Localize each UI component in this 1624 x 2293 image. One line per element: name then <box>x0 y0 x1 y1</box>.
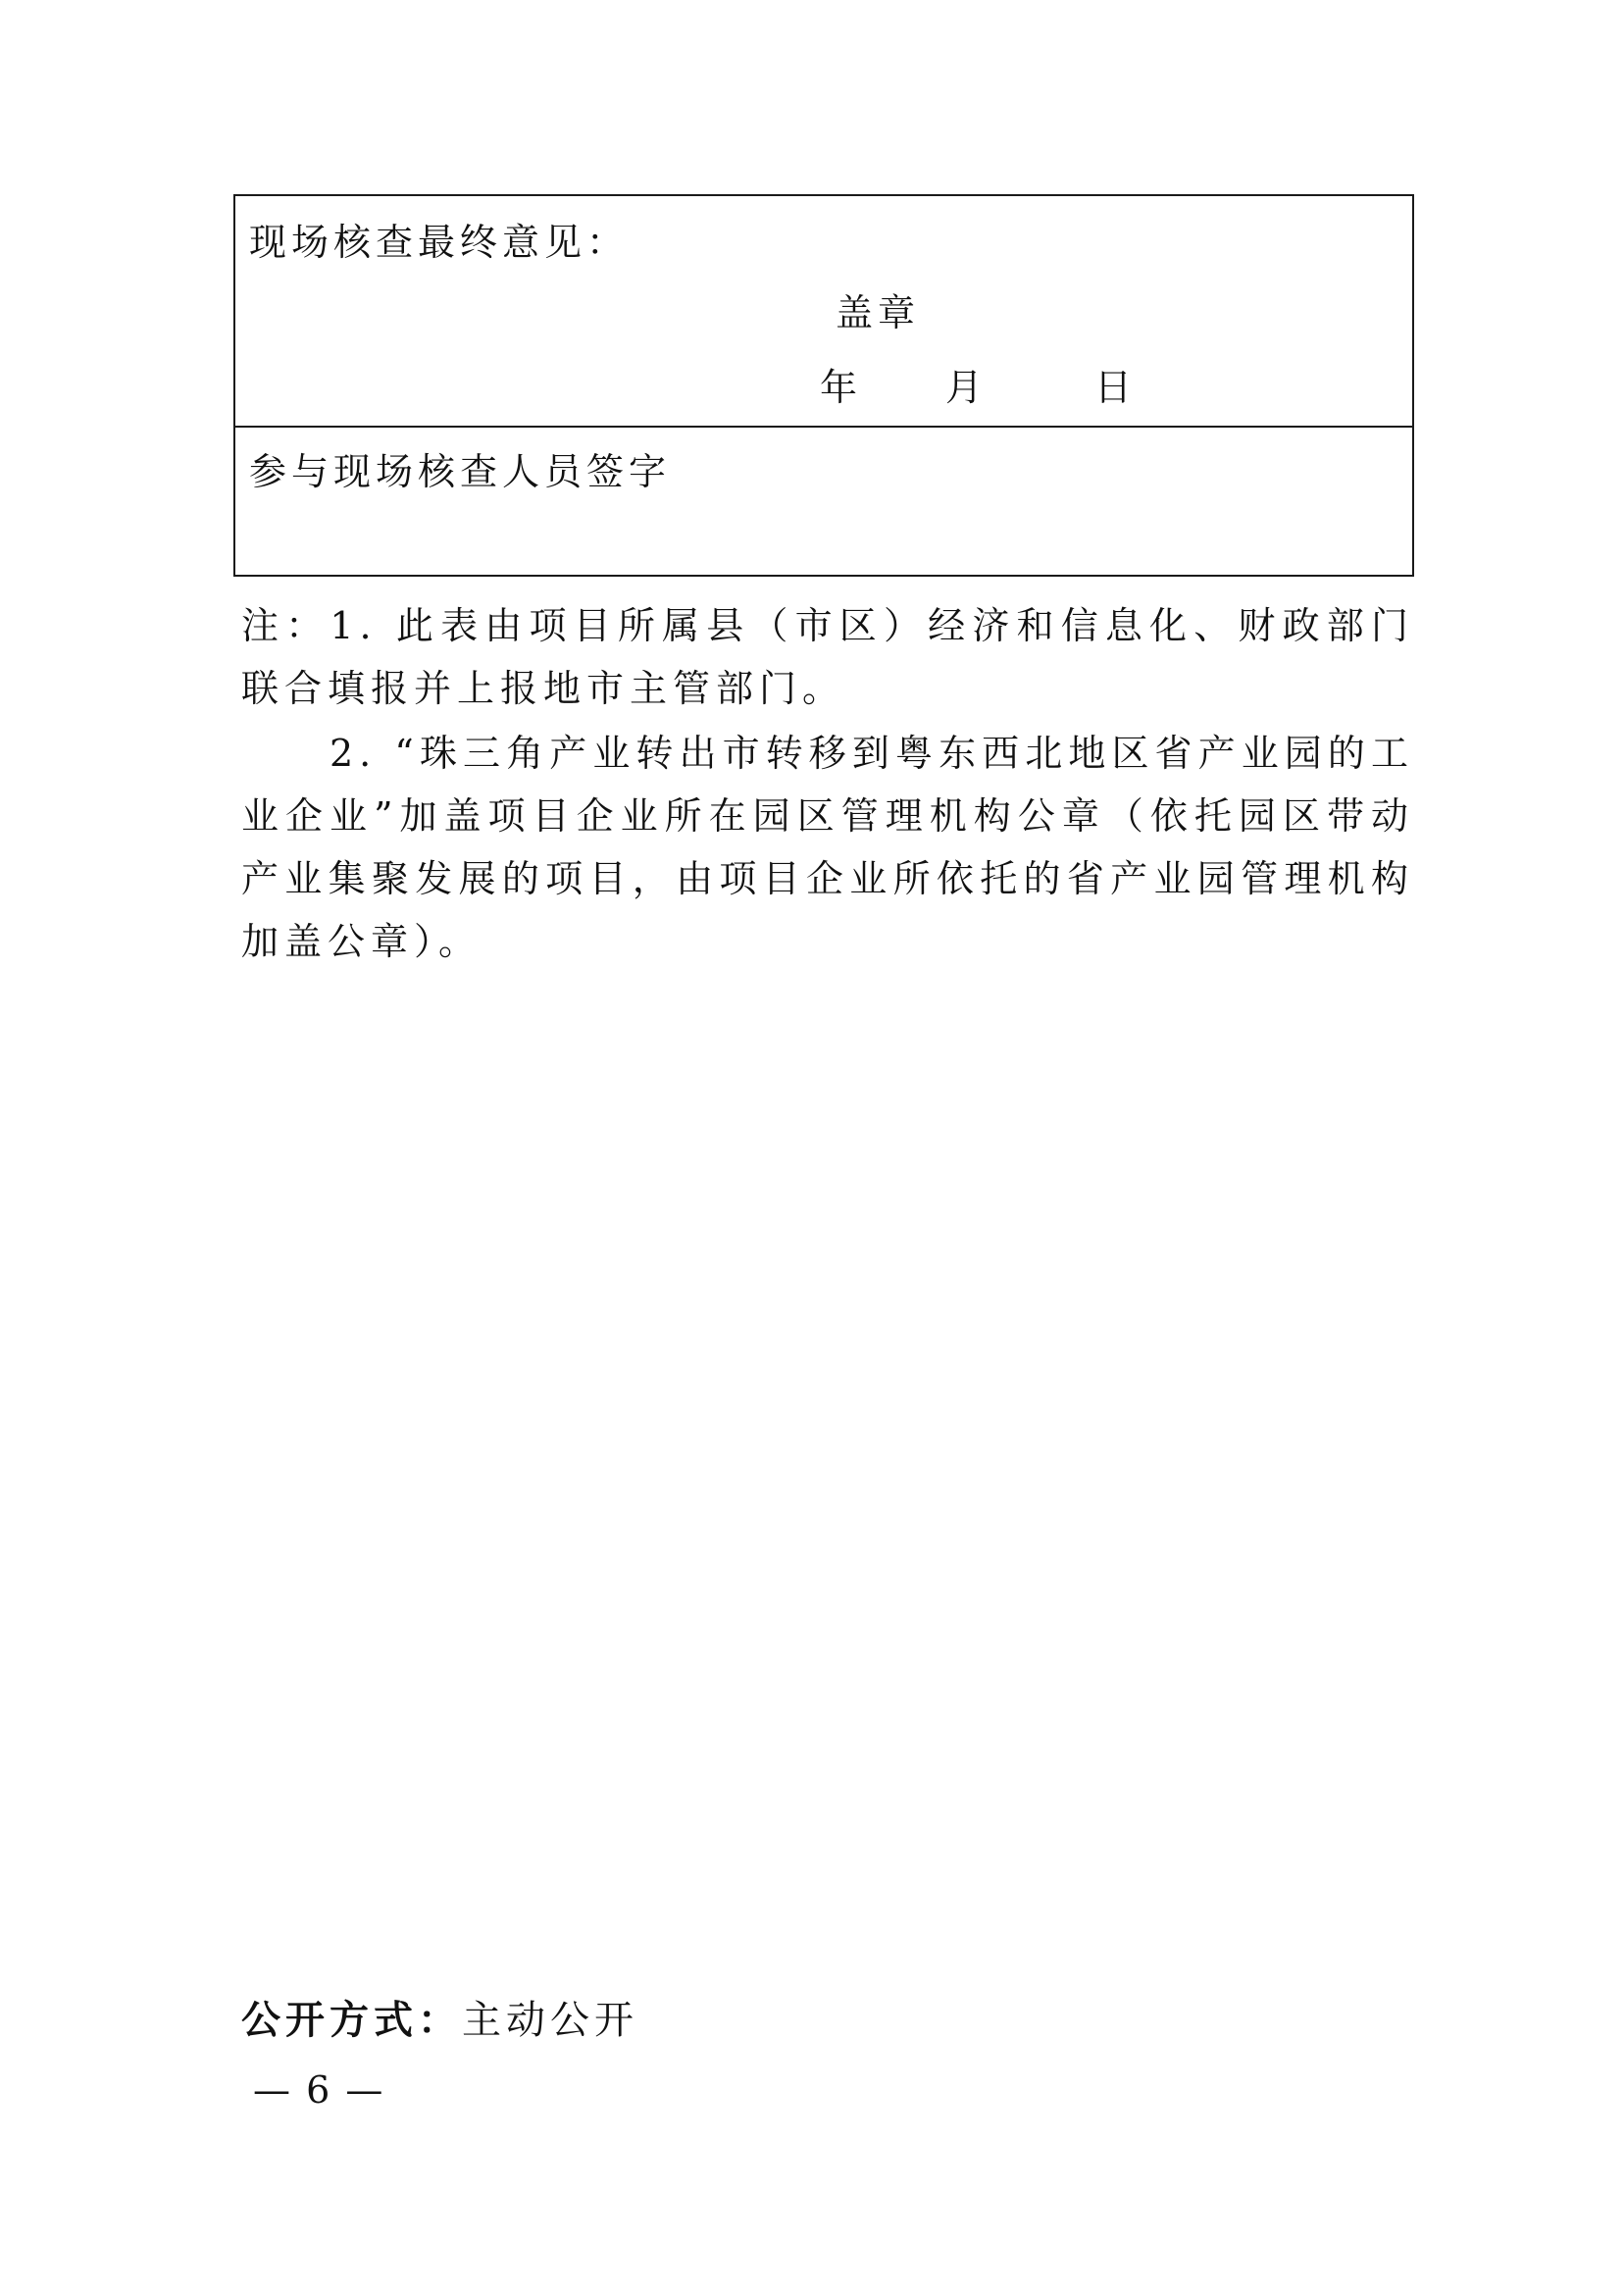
inspector-signature-label: 参与现场核查人员签字 <box>249 450 672 493</box>
final-opinion-label: 现场核查最终意见： <box>249 221 630 264</box>
site-inspection-form-table <box>233 194 1414 577</box>
note-2: 2. “珠三角产业转出市转移到粤东西北地区省产业园的工业企业”加盖项目企业所在园区管理机构公章（依托园区带动产业集聚发展的项目，由项目企业所依托的省产业园管理机构加盖公章）。 <box>241 732 1414 963</box>
publicity-method <box>241 1998 638 2043</box>
publicity-method-label: 公开方式： <box>241 1998 462 2043</box>
form-notes <box>241 594 1414 975</box>
note-1: 注：1. 此表由项目所属县（市区）经济和信息化、财政部门联合填报并上报地市主管部门。 <box>241 604 1414 710</box>
publicity-method-value: 主动公开 <box>462 1998 638 2043</box>
seal-label: 盖章 <box>836 291 921 334</box>
date-day-label: 日 <box>1094 366 1138 409</box>
table-row-divider <box>235 426 1412 428</box>
date-month-label: 月 <box>945 366 989 409</box>
page-number: — 6 — <box>253 2068 385 2112</box>
date-year-label: 年 <box>820 366 863 409</box>
